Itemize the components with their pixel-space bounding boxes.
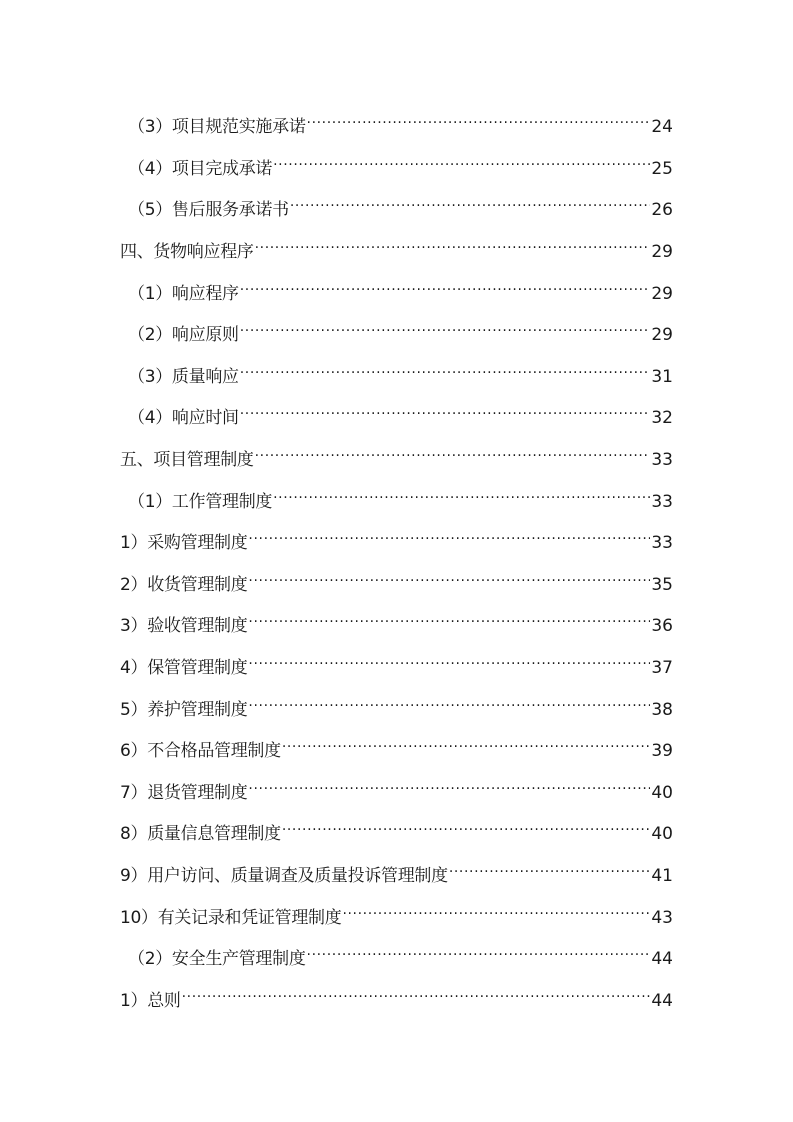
toc-entry-page: 38 — [651, 700, 673, 720]
dot-leader — [248, 562, 650, 590]
dot-leader — [307, 104, 651, 132]
toc-entry[interactable] — [120, 603, 673, 636]
toc-entry[interactable] — [120, 853, 673, 886]
toc-entry[interactable] — [120, 104, 673, 137]
toc-entry-page: 32 — [651, 408, 673, 428]
toc-entry[interactable] — [120, 811, 673, 844]
toc-entry-title: （1）响应程序 — [128, 284, 239, 304]
dot-leader — [240, 312, 651, 340]
toc-entry-title: 7）退货管理制度 — [120, 783, 248, 803]
toc-entry[interactable] — [120, 687, 673, 720]
toc-entry[interactable] — [120, 936, 673, 969]
toc-entry-page: 39 — [651, 741, 673, 761]
dot-leader — [240, 271, 651, 299]
toc-entry-page: 44 — [651, 991, 673, 1011]
toc-entry[interactable] — [120, 562, 673, 595]
dot-leader — [273, 479, 650, 507]
toc-entry-page: 33 — [651, 533, 673, 553]
dot-leader — [282, 811, 651, 839]
toc-entry[interactable] — [120, 146, 673, 179]
toc-entry-title: （3）项目规范实施承诺 — [128, 117, 306, 137]
dot-leader — [240, 395, 651, 423]
toc-entry-title: 10）有关记录和凭证管理制度 — [120, 908, 342, 928]
toc-entry-page: 33 — [651, 450, 673, 470]
dot-leader — [449, 853, 651, 881]
toc-entry[interactable] — [120, 437, 673, 470]
toc-entry[interactable] — [120, 395, 673, 428]
toc-entry-title: （4）项目完成承诺 — [128, 159, 273, 179]
toc-entry-page: 37 — [651, 658, 673, 678]
toc-entry[interactable] — [120, 895, 673, 928]
toc-entry-title: 8）质量信息管理制度 — [120, 824, 281, 844]
toc-entry-page: 29 — [651, 325, 673, 345]
toc-entry-page: 29 — [651, 242, 673, 262]
dot-leader — [307, 936, 651, 964]
toc-entry-title: （1）工作管理制度 — [128, 492, 273, 512]
toc-entry[interactable] — [120, 479, 673, 512]
dot-leader — [248, 770, 650, 798]
dot-leader — [248, 687, 650, 715]
toc-entry-title: 6）不合格品管理制度 — [120, 741, 281, 761]
toc-entry-title: （5）售后服务承诺书 — [128, 200, 289, 220]
toc-entry-page: 44 — [651, 949, 673, 969]
toc-entry-page: 35 — [651, 575, 673, 595]
toc-entry-title: 3）验收管理制度 — [120, 616, 248, 636]
toc-entry[interactable] — [120, 229, 673, 262]
toc-entry[interactable] — [120, 770, 673, 803]
toc-entry-page: 25 — [651, 159, 673, 179]
toc-entry[interactable] — [120, 728, 673, 761]
toc-entry[interactable] — [120, 312, 673, 345]
toc-entry-title: 1）采购管理制度 — [120, 533, 248, 553]
toc-entry[interactable] — [120, 978, 673, 1011]
toc-entry[interactable] — [120, 354, 673, 387]
toc-entry-page: 40 — [651, 824, 673, 844]
toc-entry-title: （2）响应原则 — [128, 325, 239, 345]
dot-leader — [255, 437, 651, 465]
toc-entry-page: 29 — [651, 284, 673, 304]
toc-entry-title: 五、项目管理制度 — [120, 450, 254, 470]
dot-leader — [342, 895, 650, 923]
toc-entry-title: （4）响应时间 — [128, 408, 239, 428]
toc-entry[interactable] — [120, 187, 673, 220]
toc-entry-page: 43 — [651, 908, 673, 928]
dot-leader — [282, 728, 651, 756]
toc-entry[interactable] — [120, 645, 673, 678]
toc-entry-title: 四、货物响应程序 — [120, 242, 254, 262]
toc-entry-page: 41 — [651, 866, 673, 886]
toc-entry-page: 33 — [651, 492, 673, 512]
toc-entry-title: 2）收货管理制度 — [120, 575, 248, 595]
dot-leader — [273, 146, 650, 174]
dot-leader — [182, 978, 651, 1006]
toc-entry-page: 24 — [651, 117, 673, 137]
dot-leader — [255, 229, 651, 257]
toc-entry-title: （3）质量响应 — [128, 367, 239, 387]
toc-entry-page: 36 — [651, 616, 673, 636]
toc-entry[interactable] — [120, 520, 673, 553]
toc-entry-title: 5）养护管理制度 — [120, 700, 248, 720]
toc-entry-title: （2）安全生产管理制度 — [128, 949, 306, 969]
toc-entry[interactable] — [120, 271, 673, 304]
toc-entry-title: 9）用户访问、质量调查及质量投诉管理制度 — [120, 866, 448, 886]
dot-leader — [248, 645, 650, 673]
dot-leader — [248, 603, 650, 631]
dot-leader — [290, 187, 651, 215]
toc-entry-title: 4）保管管理制度 — [120, 658, 248, 678]
toc-entry-title: 1）总则 — [120, 991, 181, 1011]
dot-leader — [248, 520, 650, 548]
toc-entry-page: 31 — [651, 367, 673, 387]
dot-leader — [240, 354, 651, 382]
toc-entry-page: 40 — [651, 783, 673, 803]
toc-entry-page: 26 — [651, 200, 673, 220]
